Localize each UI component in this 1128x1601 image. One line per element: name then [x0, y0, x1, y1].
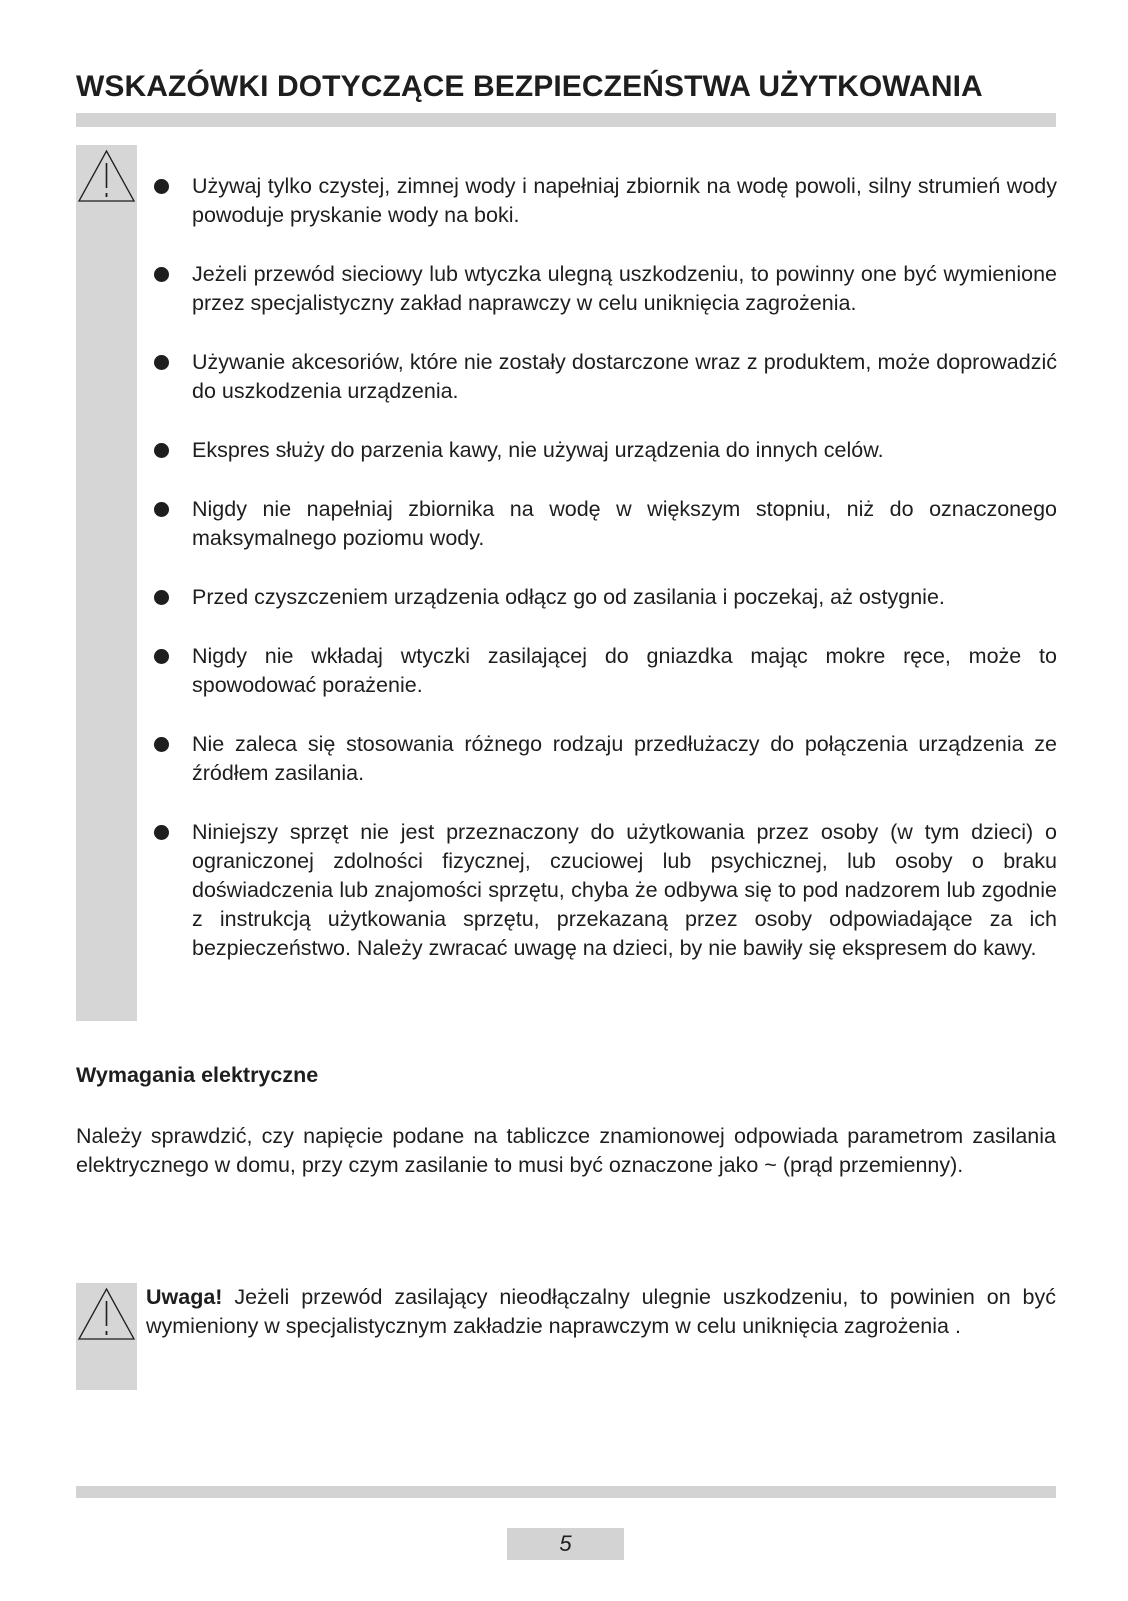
list-item	[152, 642, 1057, 700]
warning-triangle-icon	[76, 1286, 137, 1342]
list-item	[152, 818, 1057, 963]
bullet-icon	[154, 825, 169, 840]
list-item-text: Nigdy nie napełniaj zbiornika na wodę w większym stopniu, niż do oznaczonego maksymalnego poziomu wody.	[192, 497, 1057, 550]
warning-sidebar	[76, 145, 137, 1021]
safety-instructions-list	[152, 172, 1057, 993]
list-item	[152, 495, 1057, 553]
bullet-icon	[154, 737, 169, 752]
list-item-text: Nie zaleca się stosowania różnego rodzaju przedłużaczy do połączenia urządzenia ze źródłem zasilania.	[192, 732, 1057, 785]
warning-note	[146, 1283, 1056, 1341]
list-item	[152, 260, 1057, 318]
list-item-text: Jeżeli przewód sieciowy lub wtyczka ulegną uszkodzeniu, to powinny one być wymienione przez specjalistyczny zakład naprawczy w celu uniknięcia zagrożenia.	[192, 262, 1057, 315]
list-item	[152, 730, 1057, 788]
footer-divider	[76, 1486, 1056, 1498]
bullet-icon	[154, 179, 169, 194]
bullet-icon	[154, 443, 169, 458]
list-item-text: Używanie akcesoriów, które nie zostały dostarczone wraz z produktem, może doprowadzić do uszkodzenia urządzenia.	[192, 350, 1057, 403]
list-item-text: Niniejszy sprzęt nie jest przeznaczony do użytkowania przez osoby (w tym dzieci) o ograniczonej zdolności fizycznej, czuciowej lub psychicznej, lub osoby o braku doświadczenia lub znajomości sprzętu, chyba że odbywa się to pod nadzorem lub zgodnie z instrukcją użytkowania sprzętu, przekazaną przez osoby odpowiadające za ich bezpieczeństwo. Należy zwracać uwagę na dzieci, by nie bawiły się ekspresem do kawy.	[192, 820, 1057, 960]
list-item	[152, 583, 1057, 612]
note-label: Uwaga!	[146, 1285, 223, 1309]
section-paragraph: Należy sprawdzić, czy napięcie podane na tabliczce znamionowej odpowiada parametrom zasilania elektrycznego w domu, przy czym zasilanie to musi być oznaczone jako ~ (prąd przemienny).	[76, 1124, 1056, 1177]
bullet-icon	[154, 649, 169, 664]
list-item-text: Przed czyszczeniem urządzenia odłącz go od zasilania i poczekaj, aż ostygnie.	[192, 585, 945, 609]
list-item-text: Używaj tylko czystej, zimnej wody i napełniaj zbiornik na wodę powoli, silny strumień wody powoduje pryskanie wody na boki.	[192, 174, 1057, 227]
title-divider	[76, 113, 1056, 127]
list-item	[152, 348, 1057, 406]
section-heading: Wymagania elektryczne	[76, 1063, 319, 1087]
page-number: 5	[507, 1528, 624, 1560]
list-item-text: Nigdy nie wkładaj wtyczki zasilającej do gniazdka mając mokre ręce, może to spowodować porażenie.	[192, 644, 1057, 697]
bullet-icon	[154, 355, 169, 370]
page-title: WSKAZÓWKI DOTYCZĄCE BEZPIECZEŃSTWA UŻYTKOWANIA	[76, 70, 983, 103]
warning-triangle-icon	[76, 148, 137, 204]
bullet-icon	[154, 502, 169, 517]
list-item-text: Ekspres służy do parzenia kawy, nie używaj urządzenia do innych celów.	[192, 438, 884, 462]
note-warning-sidebar	[76, 1283, 137, 1390]
list-item	[152, 436, 1057, 465]
list-item	[152, 172, 1057, 230]
bullet-icon	[154, 590, 169, 605]
bullet-icon	[154, 267, 169, 282]
note-body: Jeżeli przewód zasilający nieodłączalny ulegnie uszkodzeniu, to powinien on być wymieniony w specjalistycznym zakładzie naprawczym w celu uniknięcia zagrożenia .	[146, 1285, 1056, 1338]
